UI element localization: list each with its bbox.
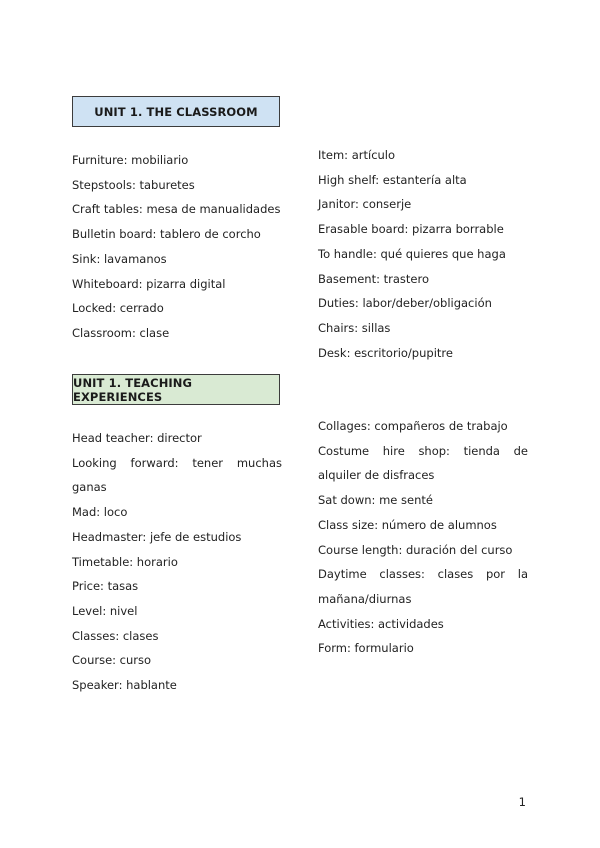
vocab-item: Sat down: me senté — [318, 493, 433, 508]
vocab-item: Course length: duración del curso — [318, 542, 513, 557]
section-heading-classroom: UNIT 1. THE CLASSROOM — [72, 96, 280, 127]
vocab-item: Timetable: horario — [72, 554, 178, 569]
vocab-item: Classes: clases — [72, 628, 159, 643]
vocab-item: Furniture: mobiliario — [72, 153, 189, 167]
vocab-item: Collages: compañeros de trabajo — [318, 419, 508, 433]
vocab-item: Whiteboard: pizarra digital — [72, 276, 226, 291]
vocab-item: Head teacher: director — [72, 431, 202, 445]
vocab-item: Course: curso — [72, 653, 152, 668]
vocab-item: Duties: labor/deber/obligación — [318, 296, 492, 311]
vocab-item: Basement: trastero — [318, 271, 429, 286]
vocab-item: Form: formulario — [318, 641, 414, 656]
vocab-item: Chairs: sillas — [318, 320, 391, 335]
vocab-list-classroom-left — [72, 148, 282, 346]
vocab-item: Mad: loco — [72, 505, 128, 520]
vocab-item: Erasable board: pizarra borrable — [318, 222, 504, 237]
page-number: 1 — [518, 795, 526, 809]
vocab-item: Item: artículo — [318, 148, 396, 162]
vocab-list-teaching-left — [72, 426, 282, 698]
vocab-item: Activities: actividades — [318, 616, 444, 631]
vocab-item: Speaker: hablante — [72, 678, 177, 693]
vocab-item: Sink: lavamanos — [72, 251, 167, 266]
vocab-item: To handle: qué quieres que haga — [318, 246, 506, 261]
vocab-item: Janitor: conserje — [318, 197, 412, 212]
vocab-item: Locked: cerrado — [72, 301, 164, 316]
vocab-item: Stepstools: taburetes — [72, 177, 195, 192]
vocab-item: Classroom: clase — [72, 325, 170, 340]
vocab-list-teaching-right — [318, 414, 528, 661]
vocab-item: Bulletin board: tablero de corcho — [72, 227, 261, 242]
vocab-item: Price: tasas — [72, 579, 139, 594]
vocab-item: Craft tables: mesa de manualidades — [72, 202, 281, 217]
vocab-list-classroom-right — [318, 143, 528, 365]
vocab-item: Class size: número de alumnos — [318, 517, 497, 532]
vocab-item: Costume hire shop: tienda de alquiler de disfraces — [318, 443, 528, 483]
vocab-item: Headmaster: jefe de estudios — [72, 529, 242, 544]
vocab-item: Level: nivel — [72, 603, 138, 618]
vocab-item: High shelf: estantería alta — [318, 172, 467, 187]
vocab-item: Daytime classes: clases por la mañana/diurnas — [318, 567, 528, 606]
vocab-item: Looking forward: tener muchas ganas — [72, 455, 282, 495]
section-heading-teaching-experiences: UNIT 1. TEACHING EXPERIENCES — [72, 374, 280, 405]
vocab-item: Desk: escritorio/pupitre — [318, 345, 453, 360]
